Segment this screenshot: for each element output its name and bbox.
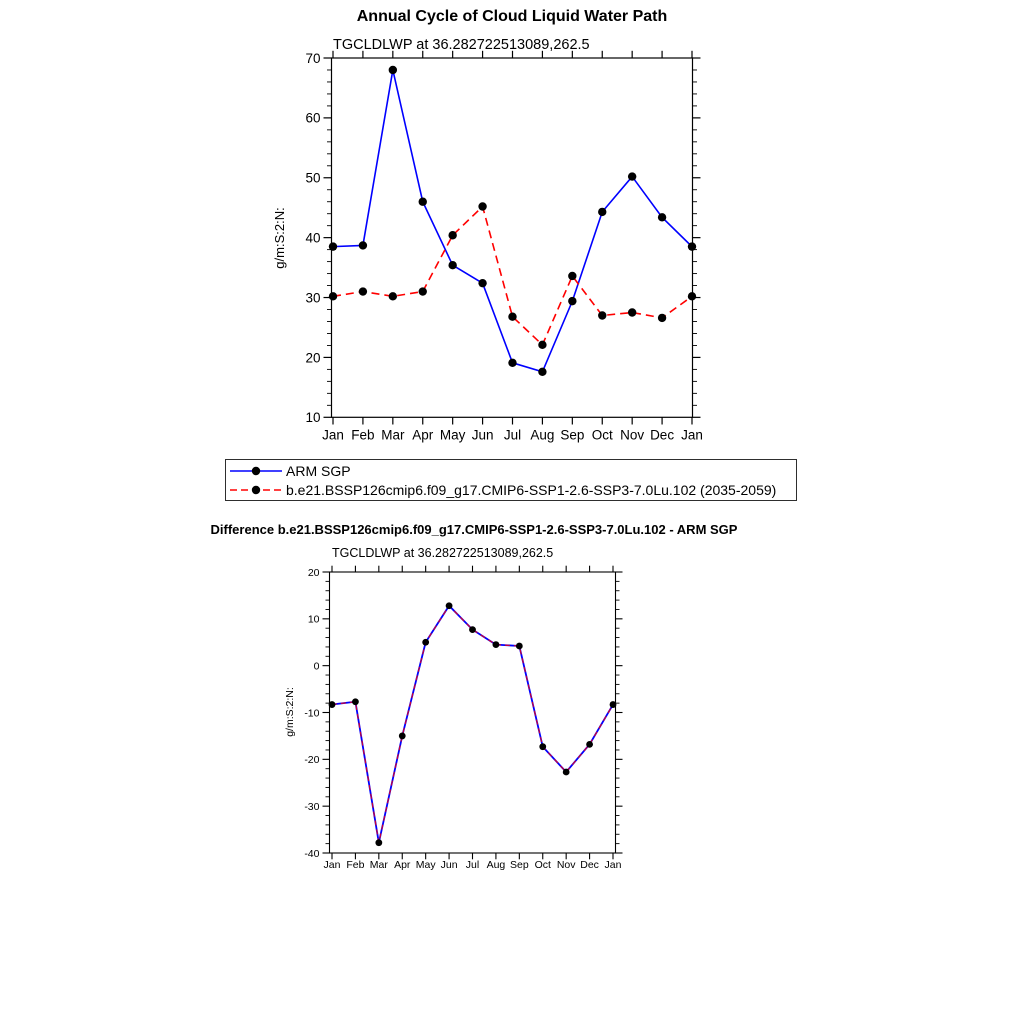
y-tick-label: 10: [307, 613, 320, 626]
data-point-marker: [352, 698, 359, 705]
x-tick-label: Dec: [580, 859, 599, 871]
legend-marker-dot-icon: [252, 485, 260, 493]
data-point-marker: [598, 208, 606, 216]
data-point-marker: [688, 292, 696, 300]
data-point-marker: [448, 261, 456, 269]
x-tick-label: Aug: [530, 427, 555, 443]
data-point-marker: [493, 641, 500, 648]
data-point-marker: [538, 368, 546, 376]
x-tick-label: Jun: [440, 859, 458, 871]
data-point-marker: [329, 242, 337, 250]
y-tick-label: -30: [304, 800, 320, 813]
x-tick-label: Nov: [556, 859, 576, 871]
x-tick-label: Sep: [509, 859, 529, 871]
legend-item-arm-sgp: [226, 461, 796, 480]
y-tick-label: 0: [313, 660, 320, 673]
data-point-marker: [375, 839, 382, 846]
data-point-marker: [658, 314, 666, 322]
legend-label-arm-sgp: ARM SGP: [286, 462, 351, 479]
data-point-marker: [610, 701, 617, 708]
data-point-marker: [419, 287, 427, 295]
data-point-marker: [563, 769, 570, 776]
top-chart-subtitle: TGCLDLWP at 36.282722513089,262.5: [333, 37, 590, 53]
y-tick-label: -10: [304, 707, 320, 720]
data-point-marker: [478, 279, 486, 287]
y-tick-label: 70: [305, 50, 321, 66]
legend-marker-dot-icon: [252, 466, 260, 474]
data-point-marker: [399, 733, 406, 740]
x-tick-label: Apr: [412, 427, 434, 443]
y-tick-label: -40: [304, 847, 320, 860]
y-tick-label: 20: [305, 350, 321, 366]
data-point-marker: [478, 202, 486, 210]
x-tick-label: Mar: [381, 427, 405, 443]
data-point-marker: [688, 242, 696, 250]
x-tick-label: May: [415, 859, 436, 871]
difference-series-line-1: [332, 606, 613, 843]
data-point-marker: [448, 231, 456, 239]
top-chart-ylabel: g/m:S:2:N:: [272, 207, 287, 269]
y-tick-label: 30: [305, 290, 321, 306]
x-tick-label: Oct: [534, 859, 551, 871]
x-tick-label: Aug: [486, 859, 506, 871]
data-point-marker: [538, 341, 546, 349]
x-tick-label: Mar: [369, 859, 388, 871]
legend-line-dashed-icon: [229, 484, 284, 496]
data-point-marker: [389, 66, 397, 74]
data-point-marker: [508, 359, 516, 367]
difference-series-line-0: [332, 606, 613, 843]
x-tick-label: Apr: [394, 859, 411, 871]
x-tick-label: Jul: [503, 427, 522, 443]
data-point-marker: [568, 297, 576, 305]
diff-chart-title: Difference b.e21.BSSP126cmip6.f09_g17.CMIP6-SSP1-2.6-SSP3-7.0Lu.102 - ARM SGP: [210, 522, 738, 537]
x-tick-label: Jan: [323, 859, 341, 871]
diff-chart-ylabel: g/m:S:2:N:: [284, 687, 296, 737]
data-point-marker: [469, 626, 476, 633]
x-tick-label: Oct: [591, 427, 613, 443]
y-tick-label: 60: [305, 110, 321, 126]
top-chart-title: Annual Cycle of Cloud Liquid Water Path: [356, 8, 668, 25]
legend-line-solid-icon: [229, 465, 284, 477]
data-point-marker: [419, 198, 427, 206]
legend-item-model-case: [226, 480, 796, 499]
data-point-marker: [628, 172, 636, 180]
x-tick-label: Jan: [604, 859, 622, 871]
data-point-marker: [586, 741, 593, 748]
x-tick-label: Jul: [465, 859, 480, 871]
diff-chart-plot-area: [304, 566, 622, 871]
x-tick-label: Feb: [346, 859, 365, 871]
y-tick-label: 40: [305, 230, 321, 246]
diff-chart-subtitle: TGCLDLWP at 36.282722513089,262.5: [332, 546, 554, 560]
x-tick-label: Feb: [351, 427, 375, 443]
y-tick-label: 50: [305, 170, 321, 186]
annual-cycle-series-line-0: [333, 70, 692, 372]
legend-label-model-case: b.e21.BSSP126cmip6.f09_g17.CMIP6-SSP1-2.6-SSP3-7.0Lu.102 (2035-2059): [286, 481, 777, 498]
data-point-marker: [568, 272, 576, 280]
data-point-marker: [422, 639, 429, 646]
data-point-marker: [598, 311, 606, 319]
x-tick-label: May: [439, 427, 466, 443]
x-tick-label: Sep: [560, 427, 585, 443]
y-tick-label: 20: [307, 566, 320, 579]
x-tick-label: Jan: [322, 427, 344, 443]
data-point-marker: [628, 308, 636, 316]
y-tick-label: 10: [305, 410, 321, 426]
data-point-marker: [658, 213, 666, 221]
data-point-marker: [389, 292, 397, 300]
annual-cycle-series-line-1: [333, 207, 692, 345]
data-point-marker: [539, 743, 546, 750]
x-tick-label: Dec: [650, 427, 675, 443]
data-point-marker: [329, 701, 336, 708]
data-point-marker: [508, 312, 516, 320]
plot-box: [330, 572, 616, 853]
data-point-marker: [516, 643, 523, 650]
top-chart-plot-area: [305, 51, 702, 443]
x-tick-label: Jan: [681, 427, 703, 443]
x-tick-label: Jun: [471, 427, 494, 443]
data-point-marker: [446, 602, 453, 609]
y-tick-label: -20: [304, 754, 320, 767]
data-point-marker: [359, 241, 367, 249]
data-point-marker: [359, 287, 367, 295]
legend-box: [225, 459, 797, 501]
x-tick-label: Nov: [620, 427, 645, 443]
data-point-marker: [329, 292, 337, 300]
